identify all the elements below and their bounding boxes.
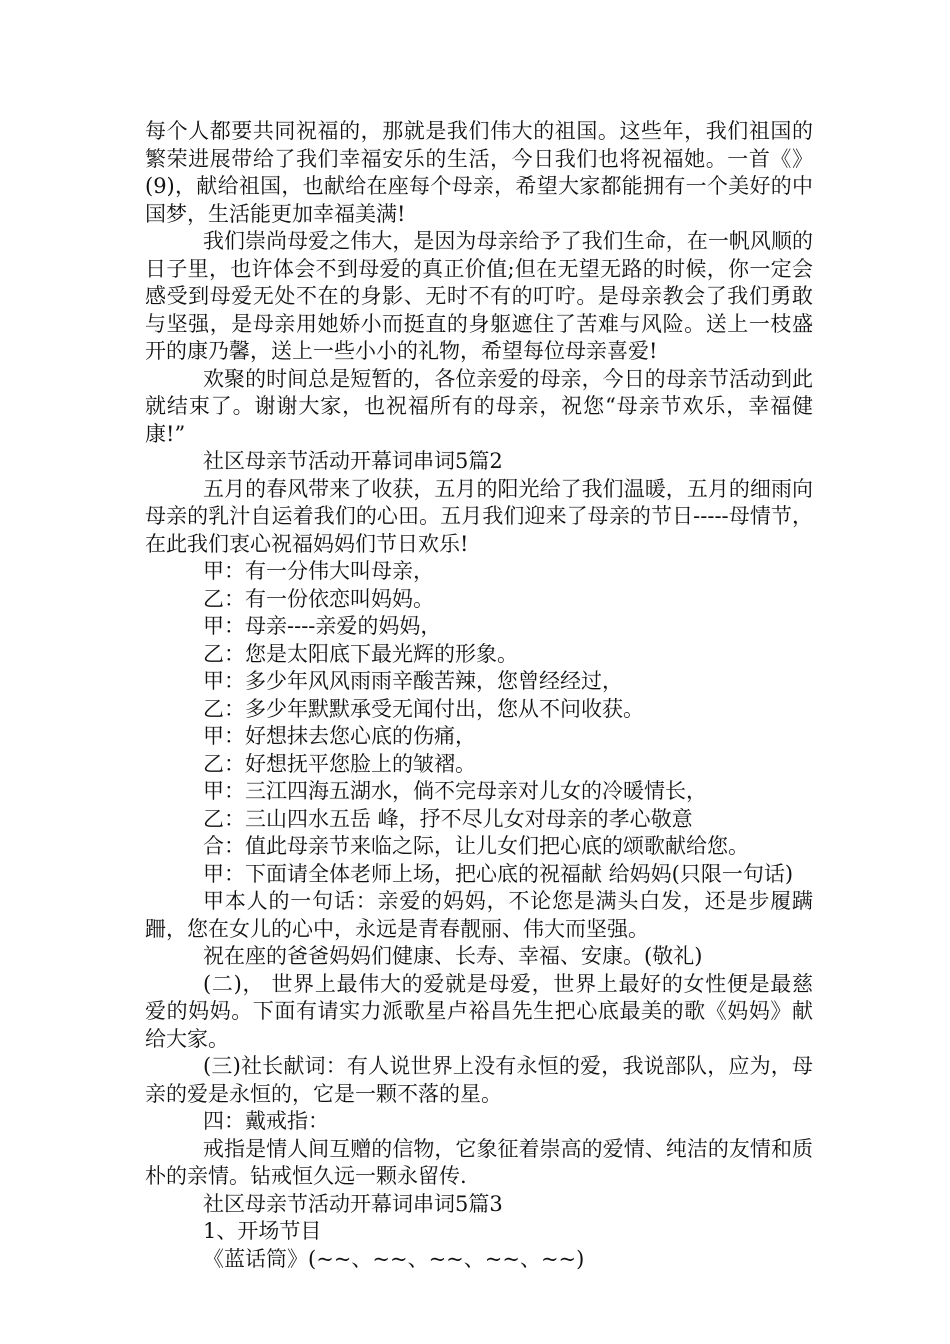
paragraph-personal-words: 甲本人的一句话：亲爱的妈妈，不论您是满头白发，还是步履蹒跚，您在女儿的心中，永远是青春靓丽、伟大而坚强。	[145, 889, 813, 941]
dialogue-line: 甲：有一分伟大叫母亲，	[203, 559, 434, 583]
section-heading-3: 社区母亲节活动开幕词串词5篇3	[203, 1191, 503, 1216]
dialogue-line: 合：值此母亲节来临之际，让儿女们把心底的颂歌献给您。	[203, 834, 749, 858]
paragraph-opening-program: 1、开场节目	[203, 1219, 322, 1243]
dialogue-line: 乙：多少年默默承受无闻付出，您从不问收获。	[203, 696, 644, 721]
dialogue-line: 甲：下面请全体老师上场，把心底的祝福献 给妈妈(只限一句话)	[203, 861, 794, 886]
paragraph-blessing-motherland: 每个人都要共同祝福的，那就是我们伟大的祖国。这些年，我们祖国的繁荣进展带给了我们幸福安乐的生活，今日我们也将祝福她。一首《》(9)，献给祖国，也献给在座每个母亲，希望大家都能拥有一个美好的中国梦，生活能更加幸福美满!	[145, 119, 813, 226]
dialogue-line: 乙：三山四水五岳 峰，抒不尽儿女对母亲的孝心敬意	[203, 806, 693, 831]
section-heading-2: 社区母亲节活动开幕词串词5篇2	[203, 449, 503, 473]
dialogue-line: 甲：多少年风风雨雨辛酸苦辣，您曾经经过，	[203, 669, 623, 693]
paragraph-president-speech: (三)社长献词：有人说世界上没有永恒的爱，我说部队，应为，母亲的爱是永恒的，它是一颗不落的星。	[145, 1054, 813, 1106]
dialogue-line: 甲：好想抹去您心底的伤痛，	[203, 724, 476, 748]
paragraph-may-intro: 五月的春风带来了收获，五月的阳光给了我们温暖，五月的细雨向母亲的乳汁自运着我们的心田。五月我们迎来了母亲的节日-----母情节，在此我们衷心祝福妈妈们节日欢乐!	[145, 476, 813, 556]
paragraph-blessing-parents: 祝在座的爸爸妈妈们健康、长寿、幸福、安康。(敬礼)	[203, 944, 703, 968]
document-page	[145, 118, 813, 1273]
paragraph-ring-heading: 四：戴戒指：	[203, 1109, 329, 1133]
paragraph-mother-love: 我们崇尚母爱之伟大，是因为母亲给予了我们生命，在一帆风顺的日子里，也许体会不到母爱的真正价值;但在无望无路的时候，你一定会感受到母爱无处不在的身影、无时不有的叮咛。是母亲教会了我们勇敢与坚强，是母亲用她娇小而挺直的身躯遮住了苦难与风险。送上一枝盛开的康乃馨，送上一些小小的礼物，希望每位母亲喜爱!	[145, 229, 813, 363]
paragraph-blue-microphone: 《蓝话筒》(~~、~~、~~、~~、~~)	[203, 1246, 585, 1271]
dialogue-line: 甲：三江四海五湖水，倘不完母亲对儿女的冷暖情长，	[203, 779, 707, 803]
paragraph-closing: 欢聚的时间总是短暂的，各位亲爱的母亲，今日的母亲节活动到此就结束了。谢谢大家，也祝福所有的母亲，祝您“母亲节欢乐，幸福健康!”	[145, 366, 813, 446]
dialogue-line: 乙：您是太阳底下最光辉的形象。	[203, 641, 518, 666]
dialogue-line: 甲：母亲----亲爱的妈妈，	[203, 614, 442, 638]
paragraph-song-intro: (二)， 世界上最伟大的爱就是母爱，世界上最好的女性便是最慈爱的妈妈。下面有请实力派歌星卢裕昌先生把心底最美的歌《妈妈》献给大家。	[145, 971, 813, 1051]
paragraph-ring-text: 戒指是情人间互赠的信物，它象征着崇高的爱情、纯洁的友情和质朴的亲情。钻戒恒久远一颗永留传.	[145, 1136, 813, 1188]
dialogue-line: 乙：好想抚平您脸上的皱褶。	[203, 751, 476, 776]
dialogue-line: 乙：有一份依恋叫妈妈。	[203, 586, 434, 611]
